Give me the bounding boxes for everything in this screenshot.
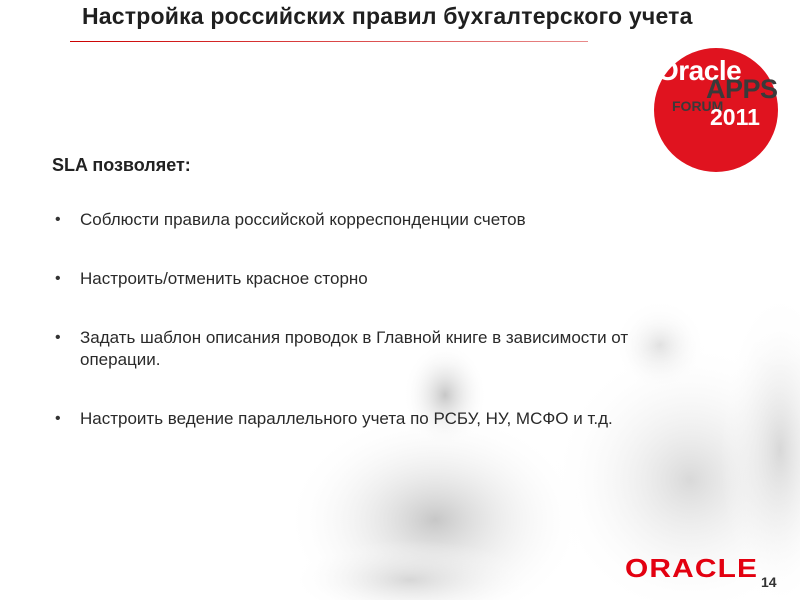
bullet-text: Настроить ведение параллельного учета по РСБУ, НУ, МСФО и т.д. (80, 409, 613, 428)
forum-logo-apps-text: APPS (706, 74, 778, 104)
list-item (50, 408, 780, 430)
title-divider (70, 41, 588, 42)
slide-title: Настройка российских правил бухгалтерского учета (82, 3, 693, 29)
forum-logo-oracle-text: Oracle (657, 55, 742, 86)
bullet-icon: • (55, 270, 61, 287)
page-number: 14 (761, 574, 777, 590)
content-heading: SLA позволяет: (52, 155, 191, 175)
forum-logo-forum-text: FORUM (672, 98, 724, 114)
bullet-icon: • (55, 211, 61, 228)
bullet-text: Соблюсти правила российской корреспонденции счетов (80, 210, 526, 229)
bullet-icon: • (55, 329, 61, 346)
bullet-text: Задать шаблон описания проводок в Главной книге в зависимости от операции. (80, 328, 629, 369)
bullet-list (50, 209, 770, 430)
slide-content (50, 155, 770, 467)
bullet-icon: • (55, 410, 61, 427)
forum-logo-year-text: 2011 (710, 104, 760, 130)
list-item (50, 209, 780, 231)
list-item (50, 327, 780, 371)
bullet-text: Настроить/отменить красное сторно (80, 269, 368, 288)
oracle-brand-logo: ORACLE (625, 553, 759, 583)
list-item (50, 268, 780, 290)
